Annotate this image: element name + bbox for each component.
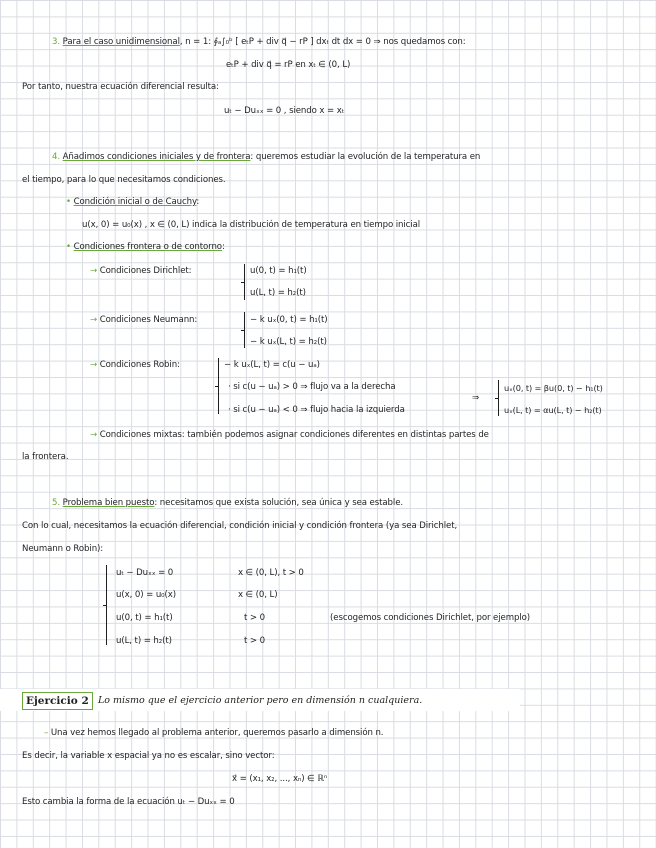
dash-icon: – (44, 728, 49, 738)
arrow-right-icon: → (90, 360, 98, 370)
equation-vector: x⃗ = (x₁, x₂, ..., xₙ) ∈ ℝⁿ (232, 774, 328, 784)
line-5-intro (52, 498, 403, 509)
label-robin (90, 360, 180, 371)
brace-system (106, 565, 107, 645)
system-note: (escogemos condiciones Dirichlet, por ejemplo) (330, 613, 531, 623)
bullet-dot-icon: • (66, 242, 71, 252)
equation-heat: uₜ − Duₓₓ = 0 , siendo x = xₜ (224, 106, 345, 116)
una-vez-text: Una vez hemos llegado al problema anterior, queremos pasarlo a dimensión n. (50, 728, 384, 738)
system-eq-3: u(0, t) = h₁(t) (116, 613, 173, 623)
text-evolucion: : queremos estudiar la evolución de la temperatura en (250, 152, 481, 162)
bullet-cauchy (66, 197, 199, 208)
robin-case-positive: · si c(u − uₐ) > 0 ⇒ flujo va a la derecha (228, 382, 396, 392)
heading-bien-puesto: Problema bien puesto (62, 498, 155, 508)
exercise-label: Ejercicio 2 (22, 692, 93, 710)
implies-icon: ⇒ (472, 393, 480, 403)
robin-result-1: uₓ(0, t) = βu(0, t) − h₁(t) (504, 383, 603, 393)
text-frontera-end: la frontera. (22, 452, 69, 462)
robin-eq-1: − k uₓ(L, t) = c(u − uₐ) (224, 360, 320, 370)
text-neumann-robin: Neumann o Robin): (22, 544, 104, 554)
dirichlet-eq-1: u(0, t) = h₁(t) (250, 266, 307, 276)
system-domain-4: t > 0 (244, 636, 266, 646)
item-number: 4. (52, 152, 60, 162)
equation-initial: u(x, 0) = u₀(x) , x ∈ (0, L) indica la distribución de temperatura en tiempo inicial (82, 220, 421, 230)
text-tiempo: el tiempo, para lo que necesitamos condiciones. (22, 175, 226, 185)
exercise-statement: Lo mismo que el ejercicio anterior pero en dimensión n cualquiera. (98, 695, 423, 706)
robin-case-negative: · si c(u − uₐ) < 0 ⇒ flujo hacia la izquierda (228, 405, 405, 415)
text-esto-cambia: Esto cambia la forma de la ecuación uₜ − Duₓₓ = 0 (22, 797, 235, 807)
text-con-lo-cual: Con lo cual, necesitamos la ecuación diferencial, condición inicial y condición frontera (ya sea Dirichlet, (22, 521, 458, 531)
neumann-eq-2: − k uₓ(L, t) = h₂(t) (250, 337, 327, 347)
system-eq-4: u(L, t) = h₂(t) (116, 636, 172, 646)
dirichlet-text: Condiciones Dirichlet: (99, 266, 192, 276)
equation-local: eₜP + div q⃗ = rP en xₜ ∈ (0, L) (226, 60, 351, 70)
heading-frontera: Condiciones frontera o de contorno (73, 242, 222, 252)
item-number: 5. (52, 498, 60, 508)
bullet-frontera (66, 242, 225, 253)
system-eq-2: u(x, 0) = u₀(x) (116, 590, 177, 600)
system-domain-2: x ∈ (0, L) (238, 590, 278, 600)
arrow-right-icon: → (90, 430, 98, 440)
label-mixtas (90, 430, 489, 441)
punct: : (196, 197, 200, 207)
bullet-dot-icon: • (66, 197, 71, 207)
equation-integral: , n = 1: ∮ₐ∫₀ᵇ [ eₜP + div q⃗ − rP ] dxₜ dt dx = 0 ⇒ nos quedamos con: (179, 37, 466, 47)
brace-dirichlet (244, 264, 245, 300)
text-por-tanto: Por tanto, nuestra ecuación diferencial resulta: (22, 82, 219, 92)
mixtas-rest: : también podemos asignar condiciones diferentes en distintas partes de (181, 430, 489, 440)
mixtas-text: Condiciones mixtas (99, 430, 182, 440)
neumann-eq-1: − k uₓ(0, t) = h₁(t) (250, 315, 328, 325)
arrow-right-icon: → (90, 315, 98, 325)
line-3-intro (52, 37, 466, 48)
arrow-right-icon: → (90, 266, 98, 276)
brace-robin-result (498, 380, 499, 416)
punct: : (221, 242, 225, 252)
text-una-vez (44, 728, 383, 739)
item-number: 3. (52, 37, 60, 47)
heading-unidimensional: Para el caso unidimensional (62, 37, 180, 47)
text-existencia: : necesitamos que exista solución, sea única y sea estable. (154, 498, 404, 508)
system-eq-1: uₜ − Duₓₓ = 0 (116, 568, 174, 578)
brace-neumann (244, 312, 245, 348)
text-es-decir: Es decir, la variable x espacial ya no es escalar, sino vector: (22, 751, 275, 761)
robin-result-2: uₓ(L, t) = αu(L, t) − h₂(t) (504, 405, 602, 415)
label-neumann (90, 315, 197, 326)
heading-cauchy: Condición inicial o de Cauchy (73, 197, 197, 207)
dirichlet-eq-2: u(L, t) = h₂(t) (250, 288, 306, 298)
line-4-intro (52, 152, 480, 163)
robin-text: Condiciones Robin: (99, 360, 180, 370)
system-domain-3: t > 0 (244, 613, 266, 623)
system-domain-1: x ∈ (0, L), t > 0 (238, 568, 304, 578)
brace-robin (218, 358, 219, 414)
heading-condiciones: Añadimos condiciones iniciales y de frontera (62, 152, 251, 162)
label-dirichlet (90, 266, 191, 277)
neumann-text: Condiciones Neumann: (99, 315, 198, 325)
